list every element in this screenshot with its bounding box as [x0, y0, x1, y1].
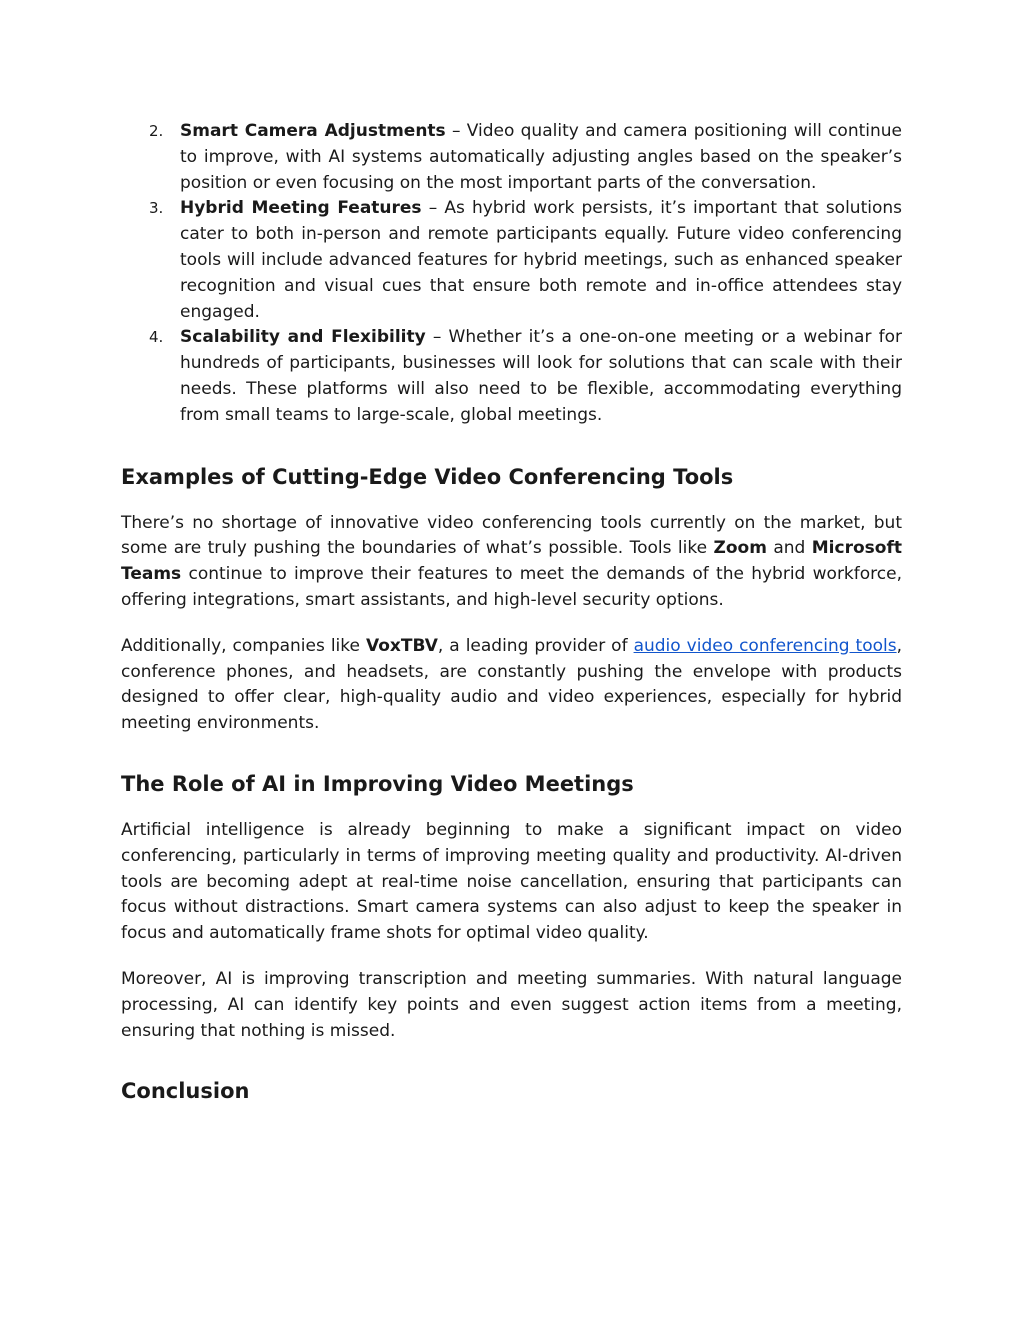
- numbered-list: [121, 119, 902, 429]
- paragraph: Moreover, AI is improving transcription and meeting summaries. With natural language processing, AI can identify key points and even suggest action items from a meeting, ensuring that nothing is missed.: [121, 968, 902, 1041]
- section-heading-examples: Examples of Cutting-Edge Video Conferencing Tools: [121, 464, 734, 489]
- list-item: [121, 119, 902, 196]
- paragraph-text: and: [766, 538, 812, 559]
- list-item-title: Scalability and Flexibility: [180, 327, 426, 348]
- paragraph-text: , conference phones, and headsets, are constantly pushing the envelope with products designed to offer clear, high-quality audio and video experiences, especially for hybrid meeting environments.: [121, 635, 902, 734]
- section-heading-conclusion: Conclusion: [121, 1079, 250, 1104]
- list-item: [121, 196, 902, 325]
- document-page: [121, 119, 902, 1105]
- bold-text-voxtbv: VoxTBV: [365, 635, 438, 656]
- paragraph: [121, 511, 902, 614]
- list-item-number: 2.: [149, 122, 164, 140]
- paragraph: Artificial intelligence is already beginning to make a significant impact on video conferencing, particularly in terms of improving meeting quality and productivity. AI-driven tools are becoming adept at real-time noise cancellation, ensuring that participants can focus without distractions. Smart camera systems can also adjust to keep the speaker in focus and automatically frame shots for optimal video quality.: [121, 819, 902, 944]
- paragraph-text: , a leading provider of: [437, 635, 634, 656]
- bold-text-microsoft-teams: Microsoft Teams: [121, 538, 902, 585]
- list-item-text: – Whether it’s a one-on-one meeting or a webinar for hundreds of participants, businesses will look for solutions that can scale with their needs. These platforms will also need to be flexible, accommodating everything from small teams to large-scale, global meetings.: [180, 327, 902, 425]
- paragraph: [121, 634, 902, 737]
- section-heading-ai: The Role of AI in Improving Video Meetings: [121, 771, 634, 796]
- list-item-title: Smart Camera Adjustments: [180, 121, 446, 141]
- list-item-text: – As hybrid work persists, it’s important that solutions cater to both in-person and remote participants equally. Future video conferencing tools will include advanced features for hybrid meetings, such as enhanced speaker recognition and visual cues that ensure both remote and in-office attendees stay engaged.: [180, 198, 902, 322]
- list-item-text: – Video quality and camera positioning will continue to improve, with AI systems automatically adjusting angles based on the speaker’s position or even focusing on the most important parts of the conversation.: [180, 121, 902, 193]
- paragraph-text: Additionally, companies like: [121, 635, 366, 656]
- audio-video-conferencing-link[interactable]: audio video conferencing tools: [633, 635, 897, 656]
- bold-text-zoom: Zoom: [713, 538, 767, 559]
- paragraph-text: continue to improve their features to meet the demands of the hybrid workforce, offering integrations, smart assistants, and high-level security options.: [121, 564, 902, 610]
- paragraph-text: There’s no shortage of innovative video conferencing tools currently on the market, but some are truly pushing the boundaries of what’s possible. Tools like: [121, 512, 902, 559]
- list-item-number: 4.: [149, 328, 164, 347]
- list-item-title: Hybrid Meeting Features: [180, 198, 422, 219]
- list-item-number: 3.: [149, 199, 164, 218]
- list-item: [121, 325, 902, 428]
